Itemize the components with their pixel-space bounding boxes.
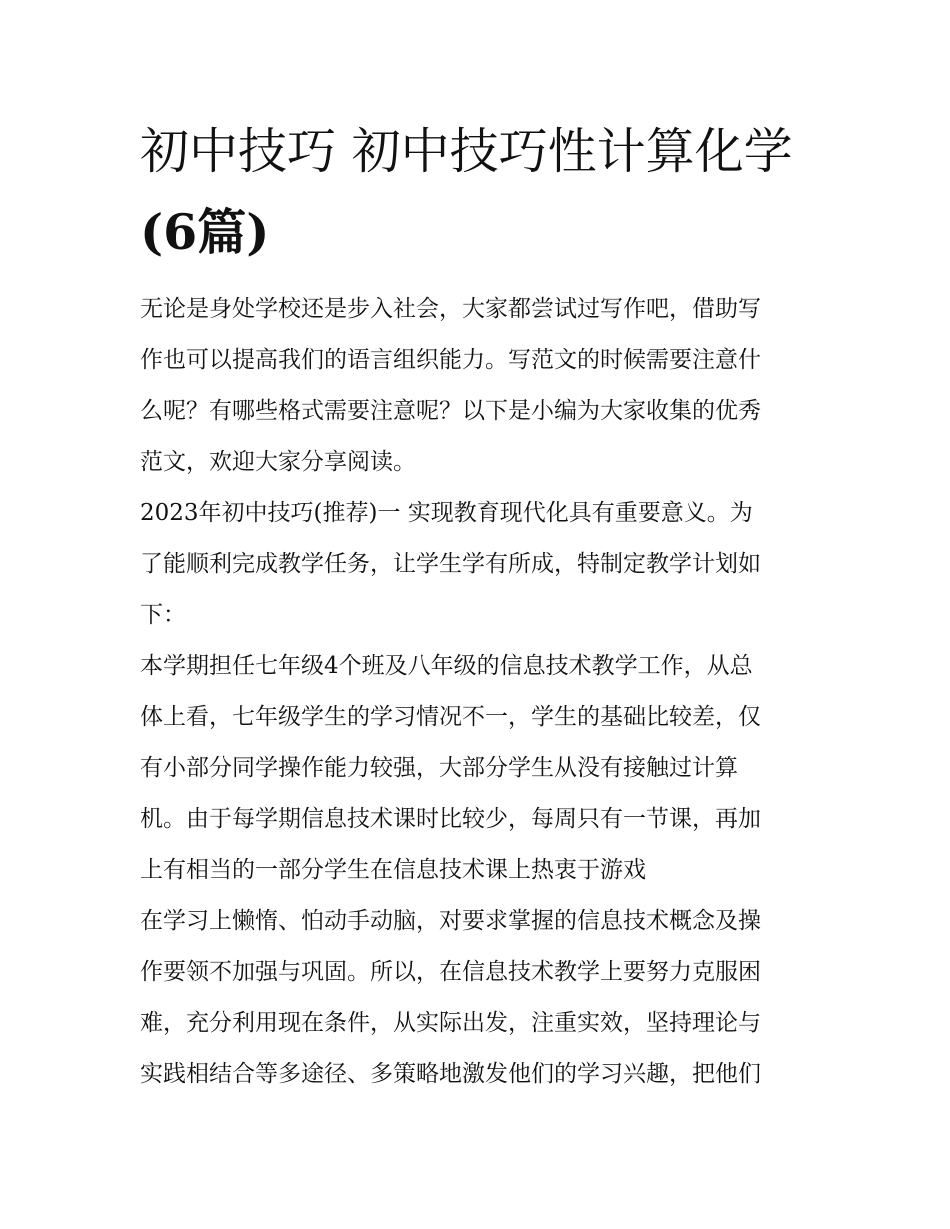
text-line: 本学期担任七年级4个班及八年级的信息技术教学工作，从总 (140, 653, 753, 679)
text-line: 上有相当的一部分学生在信息技术课上热衷于游戏 (140, 857, 646, 883)
text-line: 有小部分同学操作能力较强，大部分学生从没有接触过计算 (140, 755, 738, 781)
text-line: 么呢？有哪些格式需要注意呢？以下是小编为大家收集的优秀 (140, 398, 761, 424)
text-line: 在学习上懒惰、怕动手动脑，对要求掌握的信息技术概念及操 (140, 908, 761, 934)
paragraph-plan (140, 488, 812, 641)
text-line: 2023年初中技巧(推荐)一 实现教育现代化具有重要意义。为 (140, 500, 753, 526)
document-body (140, 284, 812, 1100)
title-line: (6篇) (140, 203, 270, 261)
paragraph-approach (140, 896, 812, 1100)
text-line: 作也可以提高我们的语言组织能力。写范文的时候需要注意什 (140, 347, 761, 373)
text-line: 实践相结合等多途径、多策略地激发他们的学习兴趣，把他们 (140, 1061, 761, 1087)
paragraph-intro (140, 284, 812, 488)
document-page (140, 112, 812, 1100)
text-line: 范文，欢迎大家分享阅读。 (140, 449, 416, 475)
title-line: 初中技巧 初中技巧性计算化学 (140, 123, 793, 180)
text-line: 机。由于每学期信息技术课时比较少，每周只有一节课，再加 (140, 806, 761, 832)
text-line: 体上看，七年级学生的学习情况不一，学生的基础比较差，仅 (140, 704, 761, 730)
text-line: 无论是身处学校还是步入社会，大家都尝试过写作吧，借助写 (140, 296, 761, 322)
document-title (140, 112, 812, 272)
text-line: 下： (140, 602, 186, 628)
paragraph-students (140, 641, 812, 896)
text-line: 难，充分利用现在条件，从实际出发，注重实效，坚持理论与 (140, 1010, 761, 1036)
text-line: 作要领不加强与巩固。所以，在信息技术教学上要努力克服困 (140, 959, 761, 985)
text-line: 了能顺利完成教学任务，让学生学有所成，特制定教学计划如 (140, 551, 761, 577)
